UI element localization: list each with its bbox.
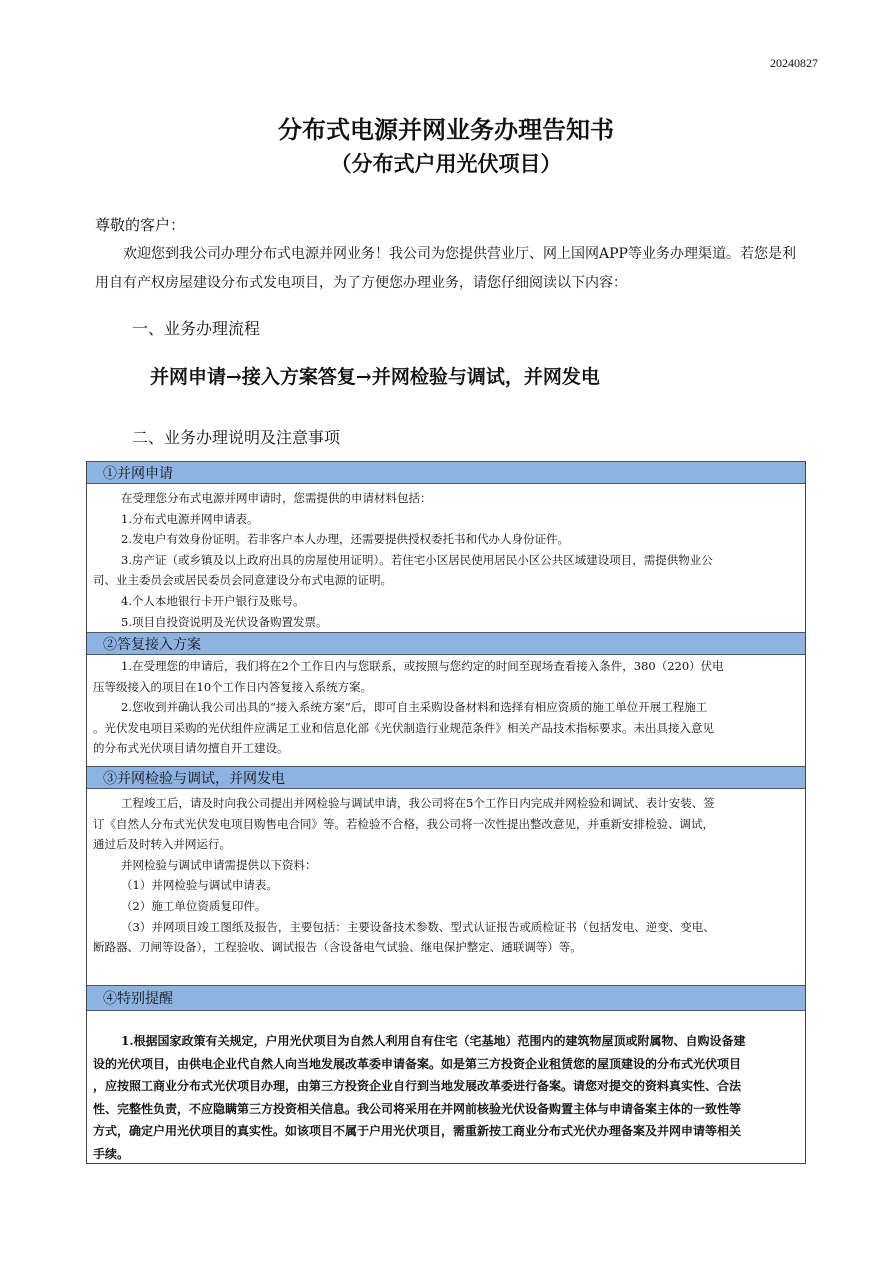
page-subtitle: （分布式户用光伏项目） [330, 151, 562, 176]
body-line: 手续。 [93, 1146, 130, 1161]
body-line: （2）施工单位资质复印件。 [121, 898, 267, 913]
body-line: ，应按照工商业分布式光伏项目办理，由第三方投资企业自行到当地发展改革委进行备案。请您对提交的资料真实性、合法 [93, 1079, 742, 1093]
body-line: 5.项目自投资说明及光伏设备购置发票。 [121, 614, 328, 629]
body-line: 工程竣工后，请及时向我公司提出并网检验与调试申请，我公司将在5个工作日内完成并网检验和调试、表计安装、签 [121, 796, 715, 810]
body-line: 压等级接入的项目在10个工作日内答复接入系统方案。 [93, 679, 373, 694]
body-line: 3.房产证（或乡镇及以上政府出具的房屋使用证明）。若住宅小区居民使用居民小区公共区域建设项目，需提供物业公 [121, 552, 713, 567]
body-line: 设的光伏项目，由供电企业代自然人向当地发展改革委申请备案。如是第三方投资企业租赁您的屋顶建设的分布式光伏项目 [93, 1056, 742, 1071]
step-body [87, 1030, 805, 1165]
body-line: （3）并网项目竣工图纸及报告，主要包括：主要设备技术参数、型式认证报告或质检证书（包括发电、逆变、变电、 [121, 919, 715, 934]
body-line: 1.分布式电源并网申请表。 [121, 511, 259, 526]
body-line: 司、业主委员会或居民委员会同意建设分布式电源的证明。 [93, 573, 392, 588]
body-line: 4.个人本地银行卡开户银行及账号。 [121, 593, 305, 608]
notice-table [86, 461, 806, 1164]
intro-line: 用自有产权房屋建设分布式发电项目，为了方便您办理业务，请您仔细阅读以下内容： [95, 275, 627, 291]
body-line: 通过后及时转入并网运行。 [93, 837, 231, 852]
body-line: 2.发电户有效身份证明。若非客户本人办理，还需要提供授权委托书和代办人身份证件。 [121, 532, 569, 547]
intro-line: 欢迎您到我公司办理分布式电源并网业务！我公司为您提供营业厅、网上国网APP等业务办理渠道。若您是利 [123, 246, 796, 262]
body-line: 的分布式光伏项目请勿擅自开工建设。 [93, 741, 289, 756]
step-header: ③并网检验与调试，并网发电 [87, 766, 805, 789]
document-code: 20240827 [770, 56, 818, 70]
page-title: 分布式电源并网业务办理告知书 [278, 115, 614, 144]
body-line: 2.您收到并确认我公司出具的“接入系统方案”后，即可自主采购设备材料和选择有相应资质的施工单位开展工程施工 [121, 700, 708, 715]
body-line: 在受理您分布式电源并网申请时，您需提供的申请材料包括： [121, 491, 432, 505]
section-heading: 一、业务办理流程 [132, 319, 261, 338]
body-line: 性、完整性负责，不应隐瞒第三方投资相关信息。我公司将采用在并网前核验光伏设备购置主体与申请备案主体的一致性等 [93, 1101, 742, 1116]
step-header: ④特别提醒 [87, 985, 805, 1011]
body-line: 并网检验与调试申请需提供以下资料： [121, 857, 317, 872]
greeting: 尊敬的客户： [95, 216, 186, 234]
section-heading: 二、业务办理说明及注意事项 [132, 428, 341, 447]
step-body [87, 488, 805, 632]
body-line: 订《自然人分布式光伏发电项目购售电合同》等。若检验不合格，我公司将一次性提出整改意见，并重新安排检验、调试， [93, 816, 714, 831]
step-body [87, 656, 805, 759]
process-flow: 并网申请→接入方案答复→并网检验与调试，并网发电 [150, 366, 600, 388]
body-line: 断路器、刀闸等设备），工程验收、调试报告（含设备电气试验、继电保护整定、通联调等）等。 [93, 940, 582, 955]
body-line: 方式，确定户用光伏项目的真实性。如该项目不属于户用光伏项目，需重新按工商业分布式光伏办理备案及并网申请等相关 [93, 1124, 742, 1138]
body-line: 1.在受理您的申请后，我们将在2个工作日内与您联系，或按照与您约定的时间至现场查看接入条件，380（220）伏电 [121, 659, 724, 673]
step-header: ①并网申请 [87, 461, 805, 484]
body-line: （1）并网检验与调试申请表。 [121, 878, 278, 893]
step-header: ②答复接入方案 [87, 632, 805, 655]
body-line: 。光伏发电项目采购的光伏组件应满足工业和信息化部《光伏制造行业规范条件》相关产品技术指标要求。未出具接入意见 [93, 720, 714, 735]
step-body [87, 793, 805, 958]
body-line: 1.根据国家政策有关规定，户用光伏项目为自然人利用自有住宅（宅基地）范围内的建筑物屋顶或附属物、自购设备建 [121, 1034, 746, 1048]
